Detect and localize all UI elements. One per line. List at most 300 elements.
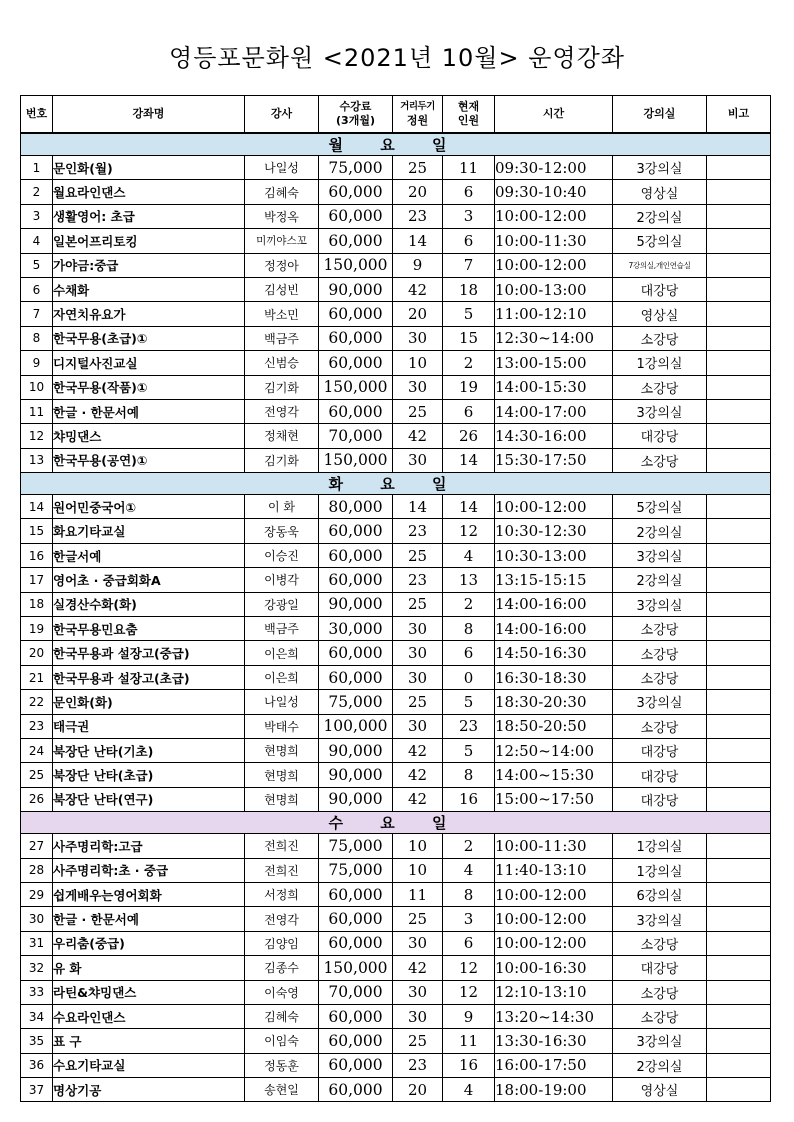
course-name: 수요라인댄스 [53, 1004, 245, 1028]
row-number: 29 [21, 882, 53, 906]
note-cell [707, 980, 771, 1004]
course-name: 명상기공 [53, 1078, 245, 1102]
note-cell [707, 495, 771, 519]
time-range: 10:00-12:00 [495, 882, 613, 906]
current-count: 5 [443, 302, 495, 326]
table-row [21, 375, 771, 399]
teacher-name: 백금주 [245, 326, 319, 350]
header-capacity [393, 96, 443, 134]
table-row [21, 519, 771, 543]
fee-value: 60,000 [319, 229, 393, 253]
fee-value: 60,000 [319, 543, 393, 567]
fee-value: 30,000 [319, 617, 393, 641]
time-range: 09:30-10:40 [495, 180, 613, 204]
teacher-name: 이은희 [245, 665, 319, 689]
fee-value: 60,000 [319, 907, 393, 931]
room-name: 대강당 [613, 763, 707, 787]
row-number: 23 [21, 714, 53, 738]
teacher-name: 김기화 [245, 448, 319, 472]
row-number: 15 [21, 519, 53, 543]
fee-value: 75,000 [319, 690, 393, 714]
capacity-value: 25 [393, 1029, 443, 1053]
row-number: 21 [21, 665, 53, 689]
room-name: 소강당 [613, 641, 707, 665]
course-name: 북장단 난타(초급) [53, 763, 245, 787]
note-cell [707, 399, 771, 423]
row-number: 35 [21, 1029, 53, 1053]
room-name: 영상실 [613, 302, 707, 326]
current-count: 7 [443, 253, 495, 277]
current-count: 26 [443, 424, 495, 448]
fee-value: 60,000 [319, 641, 393, 665]
capacity-value: 30 [393, 448, 443, 472]
current-count: 3 [443, 907, 495, 931]
note-cell [707, 253, 771, 277]
row-number: 8 [21, 326, 53, 350]
teacher-name: 이숙영 [245, 980, 319, 1004]
note-cell [707, 1053, 771, 1077]
teacher-name: 정채현 [245, 424, 319, 448]
row-number: 27 [21, 834, 53, 858]
note-cell [707, 204, 771, 228]
current-count: 18 [443, 277, 495, 301]
capacity-value: 23 [393, 204, 443, 228]
teacher-name: 현명희 [245, 787, 319, 811]
current-count: 0 [443, 665, 495, 689]
time-range: 10:00-12:00 [495, 253, 613, 277]
header-fee-line2: (3개월) [336, 114, 375, 127]
current-count: 6 [443, 399, 495, 423]
note-cell [707, 326, 771, 350]
course-name: 표 구 [53, 1029, 245, 1053]
fee-value: 60,000 [319, 931, 393, 955]
teacher-name: 김혜숙 [245, 1004, 319, 1028]
table-row [21, 302, 771, 326]
time-range: 13:20~14:30 [495, 1004, 613, 1028]
time-range: 10:00-16:30 [495, 956, 613, 980]
course-name: 태극권 [53, 714, 245, 738]
course-name: 자연치유요가 [53, 302, 245, 326]
capacity-value: 20 [393, 302, 443, 326]
capacity-value: 20 [393, 1078, 443, 1102]
note-cell [707, 375, 771, 399]
row-number: 36 [21, 1053, 53, 1077]
capacity-value: 10 [393, 858, 443, 882]
capacity-value: 11 [393, 882, 443, 906]
current-count: 4 [443, 1078, 495, 1102]
room-name: 3강의실 [613, 592, 707, 616]
course-name: 사주명리학:고급 [53, 834, 245, 858]
teacher-name: 강광일 [245, 592, 319, 616]
table-row [21, 714, 771, 738]
time-range: 13:15-15:15 [495, 568, 613, 592]
teacher-name: 김양임 [245, 931, 319, 955]
row-number: 25 [21, 763, 53, 787]
room-name: 3강의실 [613, 907, 707, 931]
table-row [21, 882, 771, 906]
room-name: 2강의실 [613, 519, 707, 543]
note-cell [707, 690, 771, 714]
time-range: 13:30-16:30 [495, 1029, 613, 1053]
note-cell [707, 519, 771, 543]
capacity-value: 25 [393, 907, 443, 931]
current-count: 6 [443, 641, 495, 665]
course-name: 생활영어: 초급 [53, 204, 245, 228]
current-count: 11 [443, 1029, 495, 1053]
row-number: 17 [21, 568, 53, 592]
course-name: 북장단 난타(연구) [53, 787, 245, 811]
table-row [21, 399, 771, 423]
note-cell [707, 568, 771, 592]
note-cell [707, 641, 771, 665]
teacher-name: 신범승 [245, 351, 319, 375]
fee-value: 90,000 [319, 738, 393, 762]
teacher-name: 김혜숙 [245, 180, 319, 204]
fee-value: 75,000 [319, 858, 393, 882]
header-capacity-line2: 정원 [406, 114, 429, 127]
fee-value: 90,000 [319, 592, 393, 616]
fee-value: 70,000 [319, 980, 393, 1004]
header-capacity-line1: 거리두기 [400, 101, 435, 112]
table-row [21, 1004, 771, 1028]
course-name: 한국무용(공연)① [53, 448, 245, 472]
table-row [21, 690, 771, 714]
fee-value: 150,000 [319, 448, 393, 472]
note-cell [707, 931, 771, 955]
capacity-value: 9 [393, 253, 443, 277]
table-row [21, 738, 771, 762]
row-number: 4 [21, 229, 53, 253]
teacher-name: 현명희 [245, 738, 319, 762]
table-row [21, 277, 771, 301]
row-number: 9 [21, 351, 53, 375]
course-name: 실경산수화(화) [53, 592, 245, 616]
note-cell [707, 448, 771, 472]
teacher-name: 서정희 [245, 882, 319, 906]
room-name: 대강당 [613, 424, 707, 448]
time-range: 11:00-12:10 [495, 302, 613, 326]
table-row [21, 448, 771, 472]
note-cell [707, 787, 771, 811]
current-count: 23 [443, 714, 495, 738]
note-cell [707, 907, 771, 931]
course-name: 문인화(월) [53, 156, 245, 180]
current-count: 14 [443, 495, 495, 519]
note-cell [707, 1078, 771, 1102]
room-name: 2강의실 [613, 1053, 707, 1077]
capacity-value: 30 [393, 641, 443, 665]
current-count: 2 [443, 351, 495, 375]
room-name: 대강당 [613, 787, 707, 811]
day-label: 화 요 일 [21, 473, 771, 495]
course-name: 한국무용과 설장고(중급) [53, 641, 245, 665]
day-label: 수 요 일 [21, 812, 771, 834]
note-cell [707, 277, 771, 301]
row-number: 1 [21, 156, 53, 180]
current-count: 16 [443, 787, 495, 811]
capacity-value: 25 [393, 543, 443, 567]
table-row [21, 204, 771, 228]
time-range: 18:50-20:50 [495, 714, 613, 738]
current-count: 5 [443, 690, 495, 714]
header-note: 비고 [707, 96, 771, 134]
course-schedule-table [20, 95, 771, 1102]
time-range: 10:00-12:00 [495, 204, 613, 228]
capacity-value: 30 [393, 714, 443, 738]
course-name: 가야금:중급 [53, 253, 245, 277]
current-count: 15 [443, 326, 495, 350]
capacity-value: 25 [393, 399, 443, 423]
capacity-value: 30 [393, 665, 443, 689]
row-number: 10 [21, 375, 53, 399]
note-cell [707, 1029, 771, 1053]
current-count: 5 [443, 738, 495, 762]
capacity-value: 42 [393, 738, 443, 762]
fee-value: 60,000 [319, 1053, 393, 1077]
time-range: 15:00~17:50 [495, 787, 613, 811]
fee-value: 60,000 [319, 519, 393, 543]
current-count: 11 [443, 156, 495, 180]
teacher-name: 전희진 [245, 834, 319, 858]
table-row [21, 834, 771, 858]
current-count: 14 [443, 448, 495, 472]
note-cell [707, 592, 771, 616]
capacity-value: 30 [393, 980, 443, 1004]
fee-value: 75,000 [319, 834, 393, 858]
course-name: 문인화(화) [53, 690, 245, 714]
time-range: 14:50-16:30 [495, 641, 613, 665]
row-number: 13 [21, 448, 53, 472]
teacher-name: 이임숙 [245, 1029, 319, 1053]
fee-value: 60,000 [319, 399, 393, 423]
time-range: 09:30-12:00 [495, 156, 613, 180]
note-cell [707, 617, 771, 641]
current-count: 2 [443, 592, 495, 616]
fee-value: 60,000 [319, 351, 393, 375]
teacher-name: 정동훈 [245, 1053, 319, 1077]
current-count: 6 [443, 931, 495, 955]
course-name: 라틴&챠밍댄스 [53, 980, 245, 1004]
room-name: 3강의실 [613, 1029, 707, 1053]
current-count: 3 [443, 204, 495, 228]
header-row [21, 96, 771, 134]
room-name: 소강당 [613, 714, 707, 738]
table-row [21, 326, 771, 350]
time-range: 18:00-19:00 [495, 1078, 613, 1102]
header-current-line2: 인원 [457, 114, 480, 127]
time-range: 11:40-13:10 [495, 858, 613, 882]
capacity-value: 14 [393, 229, 443, 253]
fee-value: 90,000 [319, 787, 393, 811]
table-row [21, 156, 771, 180]
capacity-value: 23 [393, 568, 443, 592]
time-range: 14:00-16:00 [495, 592, 613, 616]
current-count: 8 [443, 882, 495, 906]
row-number: 2 [21, 180, 53, 204]
table-row [21, 180, 771, 204]
row-number: 34 [21, 1004, 53, 1028]
note-cell [707, 714, 771, 738]
table-row [21, 641, 771, 665]
row-number: 32 [21, 956, 53, 980]
fee-value: 90,000 [319, 277, 393, 301]
current-count: 6 [443, 229, 495, 253]
note-cell [707, 351, 771, 375]
fee-value: 60,000 [319, 302, 393, 326]
time-range: 14:00~15:30 [495, 763, 613, 787]
note-cell [707, 543, 771, 567]
course-name: 한글서예 [53, 543, 245, 567]
table-row [21, 763, 771, 787]
fee-value: 60,000 [319, 665, 393, 689]
time-range: 10:00-13:00 [495, 277, 613, 301]
capacity-value: 42 [393, 763, 443, 787]
course-name: 사주명리학:초 · 중급 [53, 858, 245, 882]
table-row [21, 858, 771, 882]
row-number: 20 [21, 641, 53, 665]
table-row [21, 617, 771, 641]
day-label: 월 요 일 [21, 133, 771, 156]
row-number: 24 [21, 738, 53, 762]
time-range: 14:00-16:00 [495, 617, 613, 641]
table-row [21, 495, 771, 519]
table-row [21, 1078, 771, 1102]
note-cell [707, 956, 771, 980]
teacher-name: 백금주 [245, 617, 319, 641]
time-range: 16:30-18:30 [495, 665, 613, 689]
course-name: 북장단 난타(기초) [53, 738, 245, 762]
teacher-name: 송현일 [245, 1078, 319, 1102]
header-course: 강좌명 [53, 96, 245, 134]
time-range: 16:00-17:50 [495, 1053, 613, 1077]
current-count: 2 [443, 834, 495, 858]
room-name: 소강당 [613, 326, 707, 350]
note-cell [707, 858, 771, 882]
teacher-name: 장동욱 [245, 519, 319, 543]
capacity-value: 10 [393, 834, 443, 858]
course-name: 수요기타교실 [53, 1053, 245, 1077]
course-name: 한국무용민요춤 [53, 617, 245, 641]
header-fee-line1: 수강료 [339, 100, 372, 113]
row-number: 12 [21, 424, 53, 448]
room-name: 소강당 [613, 617, 707, 641]
course-name: 한국무용(초급)① [53, 326, 245, 350]
time-range: 13:00-15:00 [495, 351, 613, 375]
capacity-value: 20 [393, 180, 443, 204]
room-name: 5강의실 [613, 229, 707, 253]
teacher-name: 정정아 [245, 253, 319, 277]
room-name: 대강당 [613, 277, 707, 301]
time-range: 12:10-13:10 [495, 980, 613, 1004]
header-current [443, 96, 495, 134]
table-row [21, 1053, 771, 1077]
teacher-name: 이승진 [245, 543, 319, 567]
note-cell [707, 738, 771, 762]
row-number: 6 [21, 277, 53, 301]
table-row [21, 592, 771, 616]
row-number: 14 [21, 495, 53, 519]
course-name: 일본어프리토킹 [53, 229, 245, 253]
room-name: 3강의실 [613, 156, 707, 180]
row-number: 5 [21, 253, 53, 277]
course-name: 월요라인댄스 [53, 180, 245, 204]
current-count: 9 [443, 1004, 495, 1028]
teacher-name: 현명희 [245, 763, 319, 787]
note-cell [707, 156, 771, 180]
table-body [21, 133, 771, 1102]
capacity-value: 30 [393, 1004, 443, 1028]
capacity-value: 30 [393, 326, 443, 350]
time-range: 14:00-15:30 [495, 375, 613, 399]
teacher-name: 김성빈 [245, 277, 319, 301]
course-name: 원어민중국어① [53, 495, 245, 519]
course-name: 유 화 [53, 956, 245, 980]
current-count: 8 [443, 763, 495, 787]
note-cell [707, 834, 771, 858]
course-name: 화요기타교실 [53, 519, 245, 543]
room-name: 7강의실,개인연습실 [613, 253, 707, 277]
teacher-name: 이은희 [245, 641, 319, 665]
course-name: 쉽게배우는영어회화 [53, 882, 245, 906]
room-name: 2강의실 [613, 204, 707, 228]
table-row [21, 907, 771, 931]
teacher-name: 전영각 [245, 907, 319, 931]
row-number: 31 [21, 931, 53, 955]
row-number: 18 [21, 592, 53, 616]
teacher-name: 나일성 [245, 156, 319, 180]
current-count: 12 [443, 980, 495, 1004]
table-row [21, 1029, 771, 1053]
time-range: 10:30-12:30 [495, 519, 613, 543]
teacher-name: 전희진 [245, 858, 319, 882]
time-range: 10:00-12:00 [495, 907, 613, 931]
capacity-value: 14 [393, 495, 443, 519]
course-name: 한국무용(작품)① [53, 375, 245, 399]
capacity-value: 25 [393, 592, 443, 616]
current-count: 12 [443, 956, 495, 980]
room-name: 5강의실 [613, 495, 707, 519]
table-row [21, 568, 771, 592]
table-row [21, 351, 771, 375]
time-range: 10:00-11:30 [495, 834, 613, 858]
course-name: 우리춤(중급) [53, 931, 245, 955]
teacher-name: 김종수 [245, 956, 319, 980]
time-range: 14:00-17:00 [495, 399, 613, 423]
room-name: 소강당 [613, 665, 707, 689]
header-time: 시간 [495, 96, 613, 134]
room-name: 3강의실 [613, 543, 707, 567]
note-cell [707, 763, 771, 787]
capacity-value: 42 [393, 277, 443, 301]
day-section-header [21, 133, 771, 156]
fee-value: 60,000 [319, 568, 393, 592]
time-range: 15:30-17:50 [495, 448, 613, 472]
fee-value: 60,000 [319, 882, 393, 906]
table-row [21, 665, 771, 689]
header-room: 강의실 [613, 96, 707, 134]
room-name: 3강의실 [613, 690, 707, 714]
fee-value: 150,000 [319, 253, 393, 277]
time-range: 14:30-16:00 [495, 424, 613, 448]
capacity-value: 10 [393, 351, 443, 375]
row-number: 3 [21, 204, 53, 228]
row-number: 22 [21, 690, 53, 714]
header-teacher: 강사 [245, 96, 319, 134]
note-cell [707, 424, 771, 448]
note-cell [707, 1004, 771, 1028]
note-cell [707, 882, 771, 906]
time-range: 10:00-11:30 [495, 229, 613, 253]
